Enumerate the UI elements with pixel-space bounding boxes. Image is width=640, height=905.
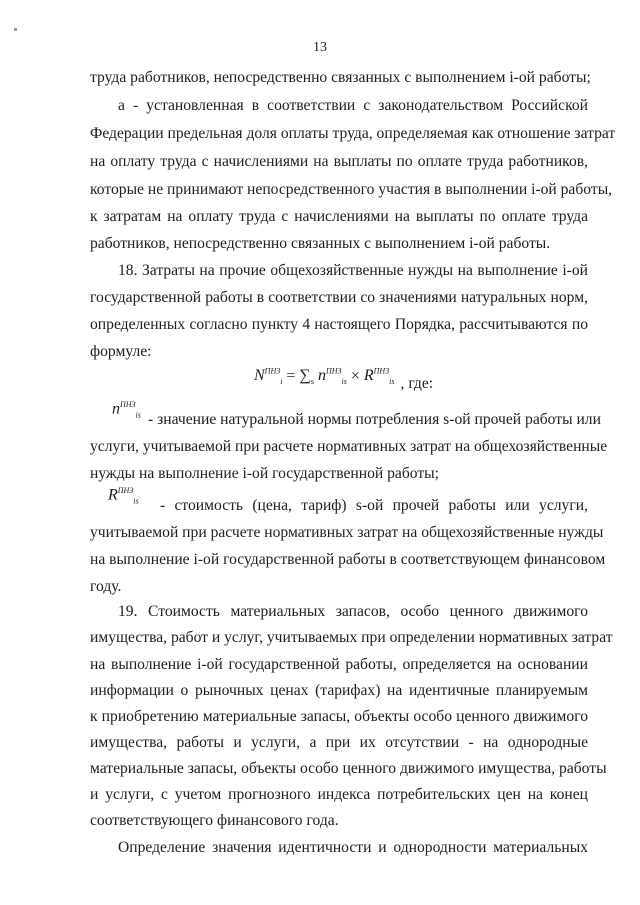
text-line: к приобретению материальные запасы, объекты особо ценного движимого xyxy=(90,708,588,725)
symbol-r-definition: $R^{ПНЗ}_{is}$ xyxy=(108,486,139,506)
text-line: нужды на выполнение i-ой государственной работы; xyxy=(90,465,439,482)
text-line: учитываемой при расчете нормативных затрат на общехозяйственные нужды xyxy=(90,524,604,541)
formula-where: , где: xyxy=(400,375,434,393)
text-line: имущества, работы и услуги, а при их отсутствии - на однородные xyxy=(90,734,588,751)
text-line: соответствующего финансового года. xyxy=(90,812,339,829)
text-line: Определение значения идентичности и однородности материальных xyxy=(118,839,588,856)
text-line: труда работников, непосредственно связанных с выполнением i-ой работы; xyxy=(90,69,591,86)
scan-speck xyxy=(14,28,17,31)
text-line: a - установленная в соответствии с законодательством Российской xyxy=(118,97,588,114)
text-line: на выполнение i-ой государственной работы в соответствующем финансовом xyxy=(90,551,606,568)
formula-lhs: $N^{ПНЗ}_i$ xyxy=(254,367,283,387)
symbol-n-definition: $n^{ПНЗ}_{is}$ xyxy=(112,400,141,420)
text-line: 19. Стоимость материальных запасов, особо ценного движимого xyxy=(118,603,588,620)
text-line: на выполнение i-ой государственной работы, определяется на основании xyxy=(90,656,588,673)
formula-sum: $\sum_s$ xyxy=(299,367,314,387)
text-line: которые не принимают непосредственного участия в выполнении i-ой работы, xyxy=(90,181,613,198)
formula-r: $R^{ПНЗ}_{is}$ xyxy=(363,367,395,387)
text-line: государственной работы в соответствии со значениями натуральных норм, xyxy=(90,289,588,306)
text-line: материальные запасы, объекты особо ценного движимого имущества, работы xyxy=(90,760,607,777)
text-line: имущества, работ и услуг, учитываемых при определении нормативных затрат xyxy=(90,629,613,646)
text-line: услуги, учитываемой при расчете нормативных затрат на общехозяйственные xyxy=(90,438,608,455)
formula-equals: = xyxy=(286,367,296,385)
formula xyxy=(254,360,433,395)
text-line: и услуги, с учетом прогнозного индекса потребительских цен на конец xyxy=(90,786,588,803)
page-number: 13 xyxy=(313,40,327,55)
text-line: информации о рыночных ценах (тарифах) на идентичные планируемым xyxy=(90,682,588,699)
text-line: - значение натуральной нормы потребления s-ой прочей работы или xyxy=(148,411,601,428)
text-line: году. xyxy=(90,578,122,595)
text-line: определенных согласно пункту 4 настоящего Порядка, рассчитываются по xyxy=(90,316,588,333)
text-line: на оплату труда с начислениями на выплаты по оплате труда работников, xyxy=(90,153,588,170)
formula-n: $n^{ПНЗ}_{is}$ xyxy=(317,367,347,387)
text-line: Федерации предельная доля оплаты труда, определяемая как отношение затрат xyxy=(90,125,616,142)
formula-times: × xyxy=(350,367,360,385)
text-line: к затратам на оплату труда с начислениями на выплаты по оплате труда xyxy=(90,208,588,225)
text-line: - стоимость (цена, тариф) s-ой прочей работы или услуги, xyxy=(160,497,588,514)
text-line: 18. Затраты на прочие общехозяйственные нужды на выполнение i-ой xyxy=(118,262,588,279)
text-line: работников, непосредственно связанных с выполнением i-ой работы. xyxy=(90,235,551,252)
text-line: формуле: xyxy=(90,343,152,360)
